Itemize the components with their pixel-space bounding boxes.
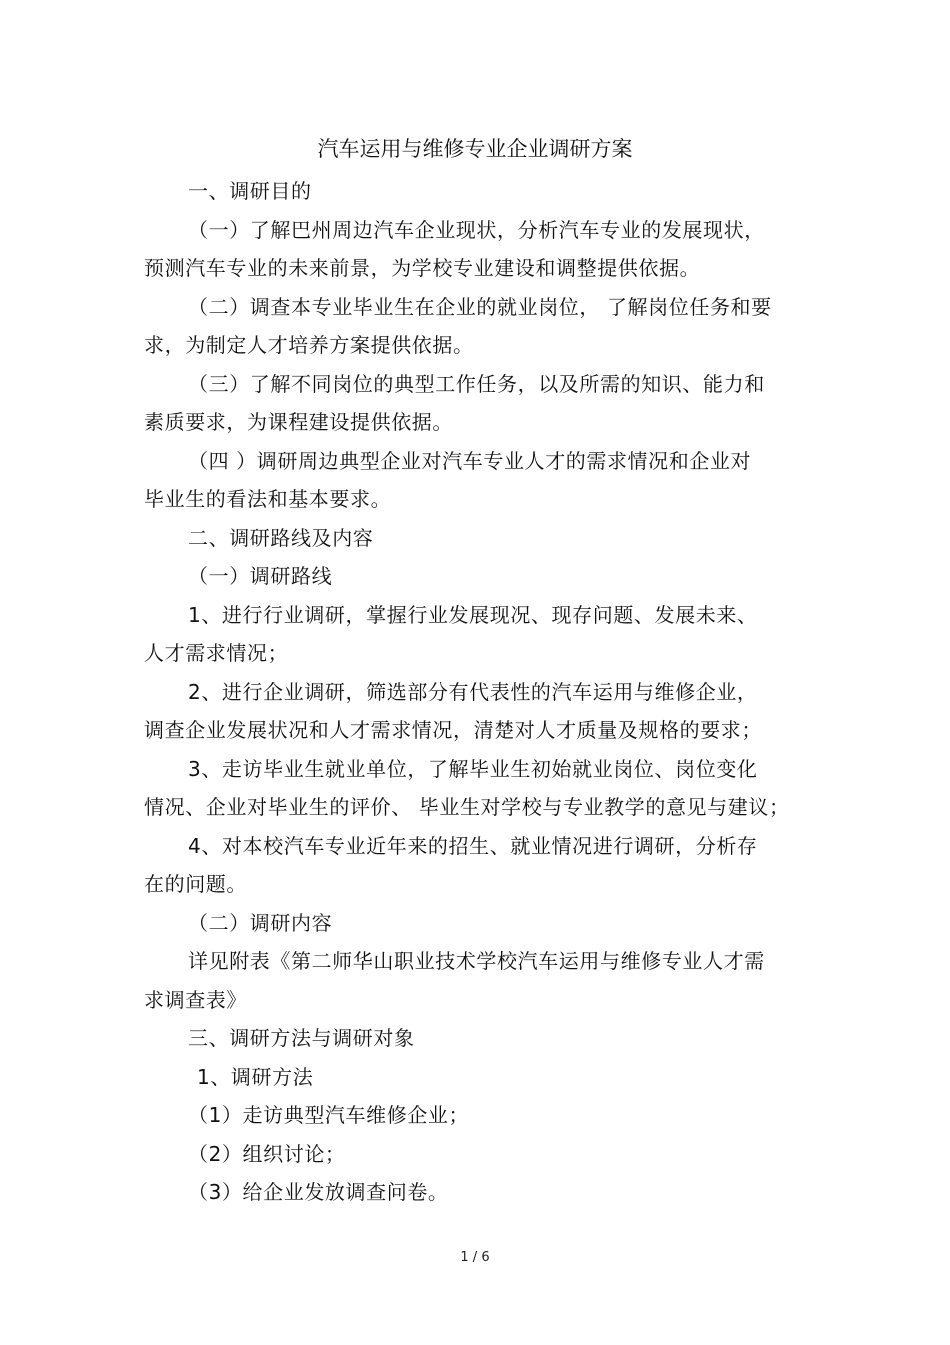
section-heading-2: 二、调研路线及内容: [188, 526, 374, 550]
paragraph-line: 毕业生的看法和基本要求。: [144, 487, 392, 511]
section-heading-3: 三、调研方法与调研对象: [188, 1026, 415, 1050]
page-number: 1 / 6: [460, 1250, 490, 1265]
paragraph-line: 求调查表》: [144, 988, 247, 1012]
subsection-heading: 1、调研方法: [197, 1065, 314, 1089]
paragraph-line: （三）了解不同岗位的典型工作任务，以及所需的知识、能力和: [188, 372, 765, 396]
paragraph-line: （四 ）调研周边典型企业对汽车专业人才的需求情况和企业对: [188, 449, 752, 473]
subsection-heading: （一）调研路线: [188, 564, 333, 588]
paragraph-line: 3、走访毕业生就业单位，了解毕业生初始就业岗位、岗位变化: [188, 757, 758, 781]
document-title: 汽车运用与维修专业企业调研方案: [317, 137, 633, 161]
paragraph-line: 素质要求，为课程建设提供依据。: [144, 410, 453, 434]
paragraph-line: 2、进行企业调研，筛选部分有代表性的汽车运用与维修企业，: [188, 680, 758, 704]
paragraph-line: 情况、企业对毕业生的评价、 毕业生对学校与专业教学的意见与建议；: [144, 795, 790, 819]
paragraph-line: 在的问题。: [144, 872, 247, 896]
subsection-heading: （二）调研内容: [188, 911, 333, 935]
paragraph-line: （一）了解巴州周边汽车企业现状，分析汽车专业的发展现状，: [188, 218, 765, 242]
list-item: （2）组织讨论；: [188, 1142, 346, 1166]
paragraph-line: 4、对本校汽车专业近年来的招生、就业情况进行调研，分析存: [188, 834, 758, 858]
paragraph-line: 详见附表《第二师华山职业技术学校汽车运用与维修专业人才需: [188, 949, 765, 973]
paragraph-line: 调查企业发展状况和人才需求情况，清楚对人才质量及规格的要求；: [144, 718, 762, 742]
list-item: （3）给企业发放调查问卷。: [188, 1180, 449, 1204]
paragraph-line: 1、进行行业调研，掌握行业发展现况、现存问题、发展未来、: [188, 603, 758, 627]
paragraph-line: 求，为制定人才培养方案提供依据。: [144, 333, 474, 357]
list-item: （1）走访典型汽车维修企业；: [188, 1103, 470, 1127]
paragraph-line: 人才需求情况；: [144, 641, 289, 665]
paragraph-line: 预测汽车专业的未来前景，为学校专业建设和调整提供依据。: [144, 256, 701, 280]
section-heading-1: 一、调研目的: [188, 179, 312, 203]
paragraph-line: （二）调查本专业毕业生在企业的就业岗位， 了解岗位任务和要: [188, 295, 772, 319]
